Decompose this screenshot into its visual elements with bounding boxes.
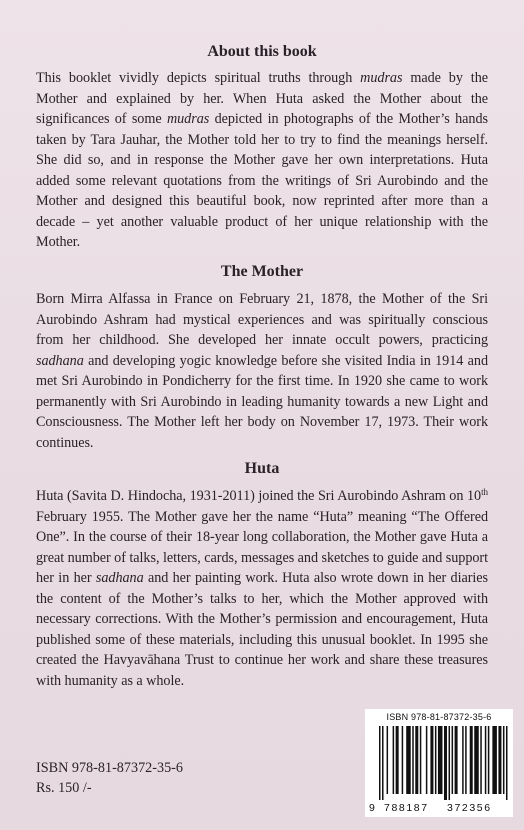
barcode-bar	[379, 726, 381, 800]
barcode-bar	[435, 726, 437, 794]
mother-paragraph: Born Mirra Alfassa in France on February 21, 1878, the Mother of the Sri Aurobindo Ashram had mystical experiences and was spiritually conscious from her childhood. She developed her innate occult powers, practicing sadhana and developing yogic knowledge before she visited India in 1914 and met Sri Aurobindo in Pondicherry for the first time. In 1920 she came to work permanently with Sri Aurobindo in leading humanity towards a new Light and Consciousness. The Mother left her body on November 17, 1973. Their work continues.	[36, 291, 488, 451]
huta-heading: Huta	[244, 460, 280, 477]
barcode-bar	[387, 726, 389, 794]
barcode-bar	[396, 726, 399, 794]
barcode-bar	[444, 726, 447, 800]
barcode-bar	[470, 726, 473, 794]
price-text: Rs. 150 /-	[36, 780, 92, 796]
barcode-bar	[480, 726, 482, 794]
mother-heading: The Mother	[220, 263, 304, 280]
barcode-bar	[485, 726, 487, 794]
barcode-bar	[462, 726, 464, 794]
barcode-bar	[506, 726, 508, 800]
barcode-bar	[465, 726, 467, 794]
barcode-bar	[420, 726, 422, 794]
huta-paragraph: Huta (Savita D. Hindocha, 1931-2011) joined the Sri Aurobindo Ashram on 10th February 1955. The Mother gave her the name “Huta” meaning “The Offered One”. In the course of their 18-year long collaboration, the Mother gave Huta a great number of talks, letters, cards, messages and sketches to guide and support her in her sadhana and her painting work. Huta also wrote down in her diaries the content of the Mother’s talks to her, which the Mother approved with necessary corrections. With the Mother’s permission and encouragement, Huta published some of these materials, including this unusual booklet. In 1995 she created the Havyavāhana Trust to continue her work and share these treasures with humanity as a whole.	[36, 487, 488, 689]
about-paragraph: This booklet vividly depicts spiritual truths through mudras made by the Mother and explained by her. When Huta asked the Mother about the significances of some mudras depicted in photographs of the Mother’s hands taken by Tara Jauhar, the Mother told her to try to find the meanings herself. She did so, and in response the Mother gave her own interpretations. Huta added some relevant quotations from the writings of Sri Aurobindo and the Mother and designed this beautiful book, now reprinted after more than a decade – yet another valuable product of her unique relationship with the Mother.	[36, 70, 488, 250]
barcode-bar	[430, 726, 433, 794]
barcode-bar	[449, 726, 451, 800]
barcode-bar	[498, 726, 501, 794]
isbn-text: ISBN 978-81-87372-35-6	[36, 760, 183, 776]
barcode-bar	[438, 726, 443, 794]
barcode-bar	[415, 726, 418, 794]
barcode-bar	[474, 726, 479, 794]
barcode-bars	[379, 726, 509, 800]
barcode-bar	[488, 726, 490, 794]
barcode-bar	[406, 726, 411, 794]
barcode-bar	[382, 726, 384, 800]
barcode-isbn-label: ISBN 978-81-87372-35-6	[386, 712, 492, 722]
barcode-bar	[455, 726, 458, 794]
about-heading: About this book	[207, 43, 317, 60]
isbn-barcode: ISBN 978-81-87372-35-6 9 788187 372356	[365, 709, 513, 817]
barcode-bar	[452, 726, 454, 794]
barcode-bar	[426, 726, 428, 794]
barcode-bar	[492, 726, 497, 794]
barcode-bar	[503, 726, 505, 794]
barcode-bar	[412, 726, 414, 794]
barcode-bar	[402, 726, 404, 794]
barcode-bar	[393, 726, 395, 794]
